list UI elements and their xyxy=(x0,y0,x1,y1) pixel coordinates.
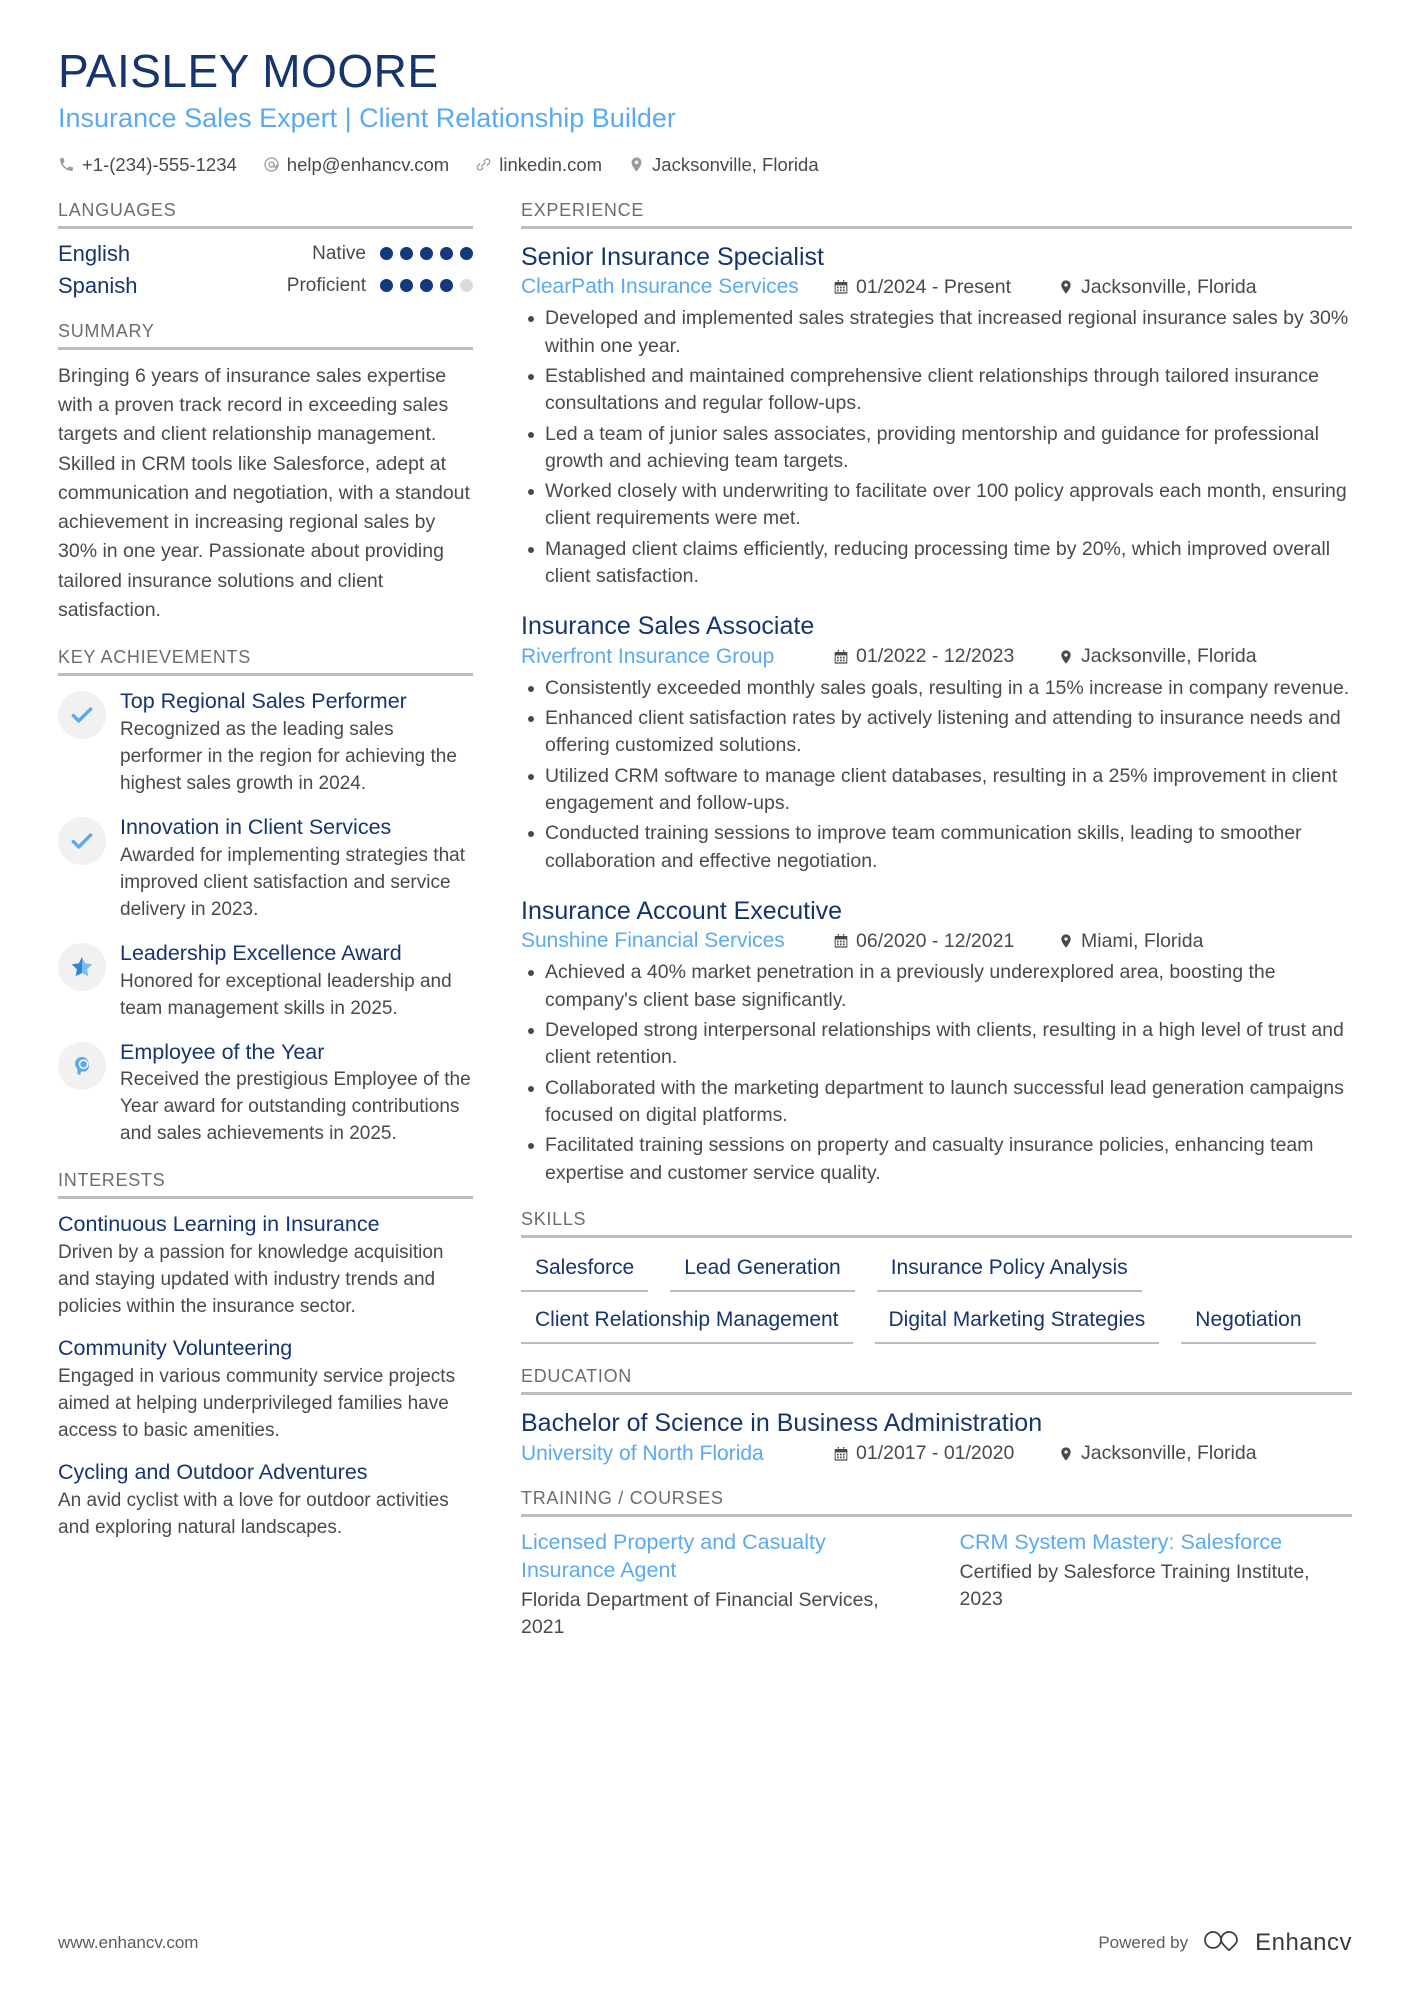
contact-location-text: Jacksonville, Florida xyxy=(652,153,819,175)
training-title[interactable]: CRM System Mastery: Salesforce xyxy=(959,1529,1283,1554)
resume-body xyxy=(58,200,1352,1663)
interests-section xyxy=(58,1170,473,1542)
experience-item xyxy=(521,895,1352,1187)
job-dates-text: 06/2020 - 12/2021 xyxy=(856,929,1015,952)
education-location-text: Jacksonville, Florida xyxy=(1081,1442,1257,1465)
education-dates-text: 01/2017 - 01/2020 xyxy=(856,1442,1015,1465)
contact-link-text: linkedin.com xyxy=(499,153,603,175)
job-location xyxy=(1058,276,1257,299)
check-icon xyxy=(58,817,106,865)
training-item xyxy=(521,1529,914,1641)
location-icon xyxy=(1058,1446,1074,1462)
language-row xyxy=(58,273,473,299)
interest-title: Community Volunteering xyxy=(58,1336,293,1361)
section-divider xyxy=(521,1235,1352,1238)
headline: Insurance Sales Expert | Client Relationship Builder xyxy=(58,102,676,133)
achievement-title: Top Regional Sales Performer xyxy=(120,689,407,714)
interest-item xyxy=(58,1211,473,1321)
job-bullet: Led a team of junior sales associates, providing mentorship and guidance for professional growth and achieving team targets. xyxy=(521,421,1352,476)
job-bullets xyxy=(521,305,1352,590)
job-company[interactable]: Riverfront Insurance Group xyxy=(521,644,775,668)
section-divider xyxy=(58,1196,473,1199)
achievement-body xyxy=(120,940,473,1023)
section-divider xyxy=(521,226,1352,229)
head-idea-icon xyxy=(58,1042,106,1090)
summary-text: Bringing 6 years of insurance sales expertise with a proven track record in exceeding sales targets and client relationship management. Skilled in CRM tools like Salesforce, adept at communication and negotiation, with a standout achievement in increasing regional sales by 30% in one year. Passionate about providing tailored insurance solutions and client satisfaction. xyxy=(58,364,470,621)
experience-section-title: EXPERIENCE xyxy=(521,199,645,220)
rating-dot xyxy=(380,279,393,292)
achievement-description: Received the prestigious Employee of the Year award for outstanding contributions and sales achievements in 2025. xyxy=(120,1069,471,1145)
language-name: English xyxy=(58,240,131,266)
job-dates xyxy=(833,930,1058,953)
achievement-item xyxy=(58,688,473,798)
language-level: Native xyxy=(312,242,366,264)
job-location-text: Miami, Florida xyxy=(1081,929,1204,952)
job-bullet: Managed client claims efficiently, reducing processing time by 20%, which improved overall client satisfaction. xyxy=(521,536,1352,591)
job-bullet: Established and maintained comprehensive client relationships through tailored insurance consultations and regular follow-ups. xyxy=(521,363,1352,418)
job-bullet: Achieved a 40% market penetration in a previously underexplored area, boosting the company's client base significantly. xyxy=(521,959,1352,1014)
achievement-description: Honored for exceptional leadership and team management skills in 2025. xyxy=(120,970,452,1019)
contact-email[interactable] xyxy=(263,154,449,176)
achievement-description: Awarded for implementing strategies that improved client satisfaction and service delivery in 2023. xyxy=(120,844,465,920)
language-row xyxy=(58,241,473,267)
contact-phone-text: +1-(234)-555-1234 xyxy=(82,153,237,175)
achievement-description: Recognized as the leading sales performer in the region for achieving the highest sales growth in 2024. xyxy=(120,719,457,794)
skills-list xyxy=(521,1250,1352,1345)
education-item xyxy=(521,1407,1352,1466)
job-bullet: Worked closely with underwriting to facilitate over 100 policy approvals each month, ensuring client requirements were met. xyxy=(521,478,1352,533)
rating-dot xyxy=(440,247,453,260)
training-section-title: TRAINING / COURSES xyxy=(521,1487,724,1508)
achievement-item xyxy=(58,940,473,1023)
education-meta xyxy=(521,1442,1352,1466)
achievement-title: Innovation in Client Services xyxy=(120,814,392,839)
powered-by-label: Powered by xyxy=(1098,1932,1189,1952)
education-degree: Bachelor of Science in Business Administration xyxy=(521,1409,1043,1438)
job-dates xyxy=(833,645,1058,668)
rating-dot xyxy=(400,247,413,260)
education-school[interactable]: University of North Florida xyxy=(521,1441,764,1465)
achievement-item xyxy=(58,814,473,924)
page-footer xyxy=(58,1928,1352,1957)
enhancv-wordmark: Enhancv xyxy=(1255,1928,1352,1956)
rating-dot xyxy=(380,247,393,260)
section-divider xyxy=(58,226,473,229)
page-title: PAISLEY MOORE xyxy=(58,45,439,97)
interest-title: Cycling and Outdoor Adventures xyxy=(58,1460,368,1484)
enhancv-logo xyxy=(1202,1928,1352,1957)
right-column xyxy=(521,200,1352,1663)
job-bullet: Enhanced client satisfaction rates by actively listening and attending to insurance needs and offering customized solutions. xyxy=(521,705,1352,760)
contact-email-text: help@enhancv.com xyxy=(286,153,450,175)
job-company[interactable]: ClearPath Insurance Services xyxy=(521,275,799,299)
enhancv-mark-icon xyxy=(1202,1928,1246,1957)
job-location xyxy=(1058,930,1203,953)
language-level: Proficient xyxy=(286,274,366,296)
job-bullet: Facilitated training sessions on property and casualty insurance policies, enhancing team expertise and customer service quality. xyxy=(521,1132,1352,1187)
footer-website[interactable]: www.enhancv.com xyxy=(58,1932,199,1952)
key-achievements-section xyxy=(58,647,473,1148)
rating-dot-empty xyxy=(460,279,473,292)
achievement-title: Employee of the Year xyxy=(120,1039,325,1064)
section-divider xyxy=(58,347,473,350)
languages-section-title: LANGUAGES xyxy=(58,199,177,220)
language-name: Spanish xyxy=(58,272,138,298)
job-bullet: Developed strong interpersonal relationships with clients, resulting in a high level of trust and client retention. xyxy=(521,1017,1352,1072)
education-section-title: EDUCATION xyxy=(521,1366,632,1387)
interest-item xyxy=(58,1335,473,1445)
location-icon xyxy=(1058,649,1074,665)
education-dates xyxy=(833,1442,1058,1465)
skills-section-title: SKILLS xyxy=(521,1208,587,1229)
location-icon xyxy=(1058,933,1074,949)
interest-title: Continuous Learning in Insurance xyxy=(58,1212,380,1237)
contact-bar xyxy=(58,154,1352,176)
job-dates-text: 01/2024 - Present xyxy=(856,275,1012,298)
job-title: Insurance Sales Associate xyxy=(521,612,815,641)
education-section xyxy=(521,1366,1352,1466)
training-section xyxy=(521,1488,1352,1641)
contact-link[interactable] xyxy=(475,154,602,176)
skill-chip[interactable]: Salesforce xyxy=(521,1250,648,1292)
left-column xyxy=(58,200,473,1564)
achievement-body xyxy=(120,1039,473,1149)
skills-section xyxy=(521,1209,1352,1345)
achievement-title: Leadership Excellence Award xyxy=(120,940,402,965)
job-meta xyxy=(521,645,1352,669)
job-meta xyxy=(521,929,1352,953)
skill-chip[interactable]: Lead Generation xyxy=(670,1250,854,1292)
summary-section-title: SUMMARY xyxy=(58,320,155,341)
phone-icon xyxy=(58,156,75,173)
training-subtitle: Certified by Salesforce Training Institute, 2023 xyxy=(959,1560,1310,1611)
location-icon xyxy=(1058,279,1074,295)
interests-section-title: INTERESTS xyxy=(58,1170,166,1191)
skill-chip[interactable]: Negotiation xyxy=(1181,1302,1315,1344)
experience-item xyxy=(521,610,1352,875)
job-bullets xyxy=(521,959,1352,1186)
skill-chip[interactable]: Digital Marketing Strategies xyxy=(875,1302,1160,1344)
rating-dot xyxy=(440,279,453,292)
email-icon xyxy=(263,156,280,173)
training-title[interactable]: Licensed Property and Casualty Insurance Agent xyxy=(521,1529,826,1582)
achievement-body xyxy=(120,688,473,798)
achievement-item xyxy=(58,1039,473,1149)
language-rating xyxy=(380,247,473,260)
link-icon xyxy=(475,156,492,173)
rating-dot xyxy=(420,279,433,292)
education-location xyxy=(1058,1442,1257,1465)
half-star-icon xyxy=(58,943,106,991)
experience-section xyxy=(521,200,1352,1187)
job-location-text: Jacksonville, Florida xyxy=(1081,645,1257,668)
training-subtitle: Florida Department of Financial Services, 2021 xyxy=(521,1588,879,1638)
section-divider xyxy=(521,1514,1352,1517)
calendar-icon xyxy=(833,649,849,665)
job-title: Insurance Account Executive xyxy=(521,896,843,925)
interest-description: Engaged in various community service projects aimed at helping underprivileged families have access to basic amenities. xyxy=(58,1366,456,1442)
job-bullets xyxy=(521,675,1352,875)
rating-dot xyxy=(460,247,473,260)
job-bullet: Consistently exceeded monthly sales goals, resulting in a 15% increase in company revenue. xyxy=(521,675,1352,702)
job-meta xyxy=(521,275,1352,299)
resume-header xyxy=(58,46,1352,176)
section-divider xyxy=(58,673,473,676)
job-bullet: Utilized CRM software to manage client databases, resulting in a 25% improvement in client engagement and follow-ups. xyxy=(521,763,1352,818)
achievement-body xyxy=(120,814,473,924)
rating-dot xyxy=(420,247,433,260)
language-rating xyxy=(380,279,473,292)
calendar-icon xyxy=(833,1446,849,1462)
experience-item xyxy=(521,241,1352,590)
job-location-text: Jacksonville, Florida xyxy=(1081,275,1257,298)
job-bullet: Collaborated with the marketing department to launch successful lead generation campaigns focused on digital platforms. xyxy=(521,1075,1352,1130)
training-item xyxy=(960,1529,1353,1641)
job-dates-text: 01/2022 - 12/2023 xyxy=(856,645,1015,668)
rating-dot xyxy=(400,279,413,292)
calendar-icon xyxy=(833,933,849,949)
powered-by-block xyxy=(1098,1928,1352,1957)
job-location xyxy=(1058,645,1257,668)
contact-phone[interactable] xyxy=(58,154,237,176)
job-dates xyxy=(833,276,1058,299)
job-title: Senior Insurance Specialist xyxy=(521,242,824,271)
training-list xyxy=(521,1529,1352,1641)
skill-chip[interactable]: Insurance Policy Analysis xyxy=(877,1250,1142,1292)
job-bullet: Conducted training sessions to improve team communication skills, leading to smoother collaboration and effective negotiation. xyxy=(521,820,1352,875)
interest-description: Driven by a passion for knowledge acquisition and staying updated with industry trends and policies within the insurance sector. xyxy=(58,1242,444,1318)
contact-location[interactable] xyxy=(628,154,819,176)
interest-item xyxy=(58,1459,473,1542)
section-divider xyxy=(521,1392,1352,1395)
skill-chip[interactable]: Client Relationship Management xyxy=(521,1302,853,1344)
interest-description: An avid cyclist with a love for outdoor activities and exploring natural landscapes. xyxy=(58,1489,449,1538)
summary-section xyxy=(58,321,473,625)
job-company[interactable]: Sunshine Financial Services xyxy=(521,929,785,953)
languages-section xyxy=(58,200,473,299)
job-bullet: Developed and implemented sales strategies that increased regional insurance sales by 30% within one year. xyxy=(521,305,1352,360)
check-icon xyxy=(58,691,106,739)
calendar-icon xyxy=(833,279,849,295)
location-icon xyxy=(628,156,645,173)
key-achievements-section-title: KEY ACHIEVEMENTS xyxy=(58,647,251,668)
